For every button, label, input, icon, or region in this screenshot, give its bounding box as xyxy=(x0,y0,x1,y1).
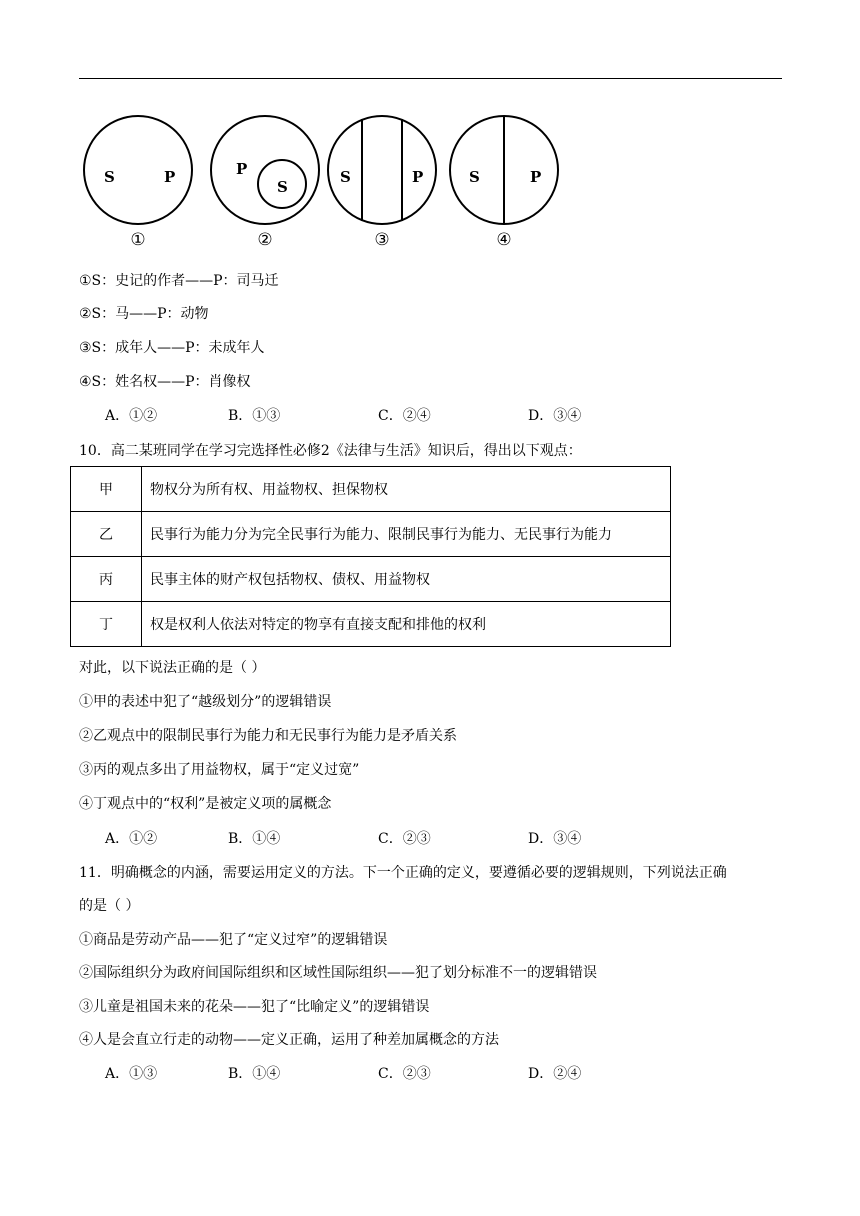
option-b[interactable]: B．①③ xyxy=(228,408,281,424)
venn-diagram-2 xyxy=(209,114,321,254)
option-d[interactable]: D．③④ xyxy=(528,831,582,847)
q11-statement-2: ②国际组织分为政府间国际组织和区域性国际组织——犯了划分标准不一的逻辑错误 xyxy=(79,965,597,981)
option-c[interactable]: C．②③ xyxy=(378,1066,431,1082)
q10-statement-2: ②乙观点中的限制民事行为能力和无民事行为能力是矛盾关系 xyxy=(79,728,457,744)
view-text: 民事行为能力分为完全民事行为能力、限制民事行为能力、无民事行为能力 xyxy=(142,512,671,557)
views-table xyxy=(70,466,671,647)
option-a[interactable]: A．①② xyxy=(105,831,158,847)
q9-statement-1: ①S：史记的作者——P：司马迁 xyxy=(79,273,279,289)
view-key: 甲 xyxy=(71,467,142,512)
header-rule xyxy=(79,78,782,79)
q11-stem-line-1: 11．明确概念的内涵，需要运用定义的方法。下一个正确的定义，要遵循必要的逻辑规则，下列说法正确 xyxy=(79,865,727,881)
q11-statement-3: ③儿童是祖国未来的花朵——犯了“比喻定义”的逻辑错误 xyxy=(79,999,430,1015)
q11-statement-4: ④人是会直立行走的动物——定义正确，运用了种差加属概念的方法 xyxy=(79,1032,499,1048)
q10-stem: 10．高二某班同学在学习完选择性必修2《法律与生活》知识后，得出以下观点： xyxy=(79,443,582,459)
option-d[interactable]: D．③④ xyxy=(528,408,582,424)
q10-statement-3: ③丙的观点多出了用益物权，属于“定义过宽” xyxy=(79,762,360,778)
diagram-number: ④ xyxy=(496,230,512,250)
view-key: 丁 xyxy=(71,602,142,647)
table-row xyxy=(71,557,671,602)
label-p: P xyxy=(412,168,424,186)
view-text: 民事主体的财产权包括物权、债权、用益物权 xyxy=(142,557,671,602)
venn-diagram-4 xyxy=(448,114,560,254)
label-p: P xyxy=(236,160,248,178)
diagram-number: ③ xyxy=(374,230,390,250)
label-p: P xyxy=(164,168,176,186)
option-a[interactable]: A．①② xyxy=(105,408,158,424)
q9-statement-3: ③S：成年人——P：未成年人 xyxy=(79,340,265,356)
label-s: S xyxy=(469,168,480,186)
q9-statement-2: ②S：马——P：动物 xyxy=(79,306,209,322)
diagram-number: ② xyxy=(257,230,273,250)
label-s: S xyxy=(104,168,115,186)
view-key: 丙 xyxy=(71,557,142,602)
view-key: 乙 xyxy=(71,512,142,557)
q10-statement-1: ①甲的表述中犯了“越级划分”的逻辑错误 xyxy=(79,694,332,710)
venn-diagram-1 xyxy=(82,114,194,254)
table-row xyxy=(71,467,671,512)
q10-statement-4: ④丁观点中的“权利”是被定义项的属概念 xyxy=(79,796,332,812)
q10-question: 对此，以下说法正确的是（ ） xyxy=(79,660,266,676)
option-c[interactable]: C．②④ xyxy=(378,408,431,424)
option-b[interactable]: B．①④ xyxy=(228,1066,281,1082)
view-text: 物权分为所有权、用益物权、担保物权 xyxy=(142,467,671,512)
q11-stem-line-2: 的是（ ） xyxy=(79,898,140,914)
table-row xyxy=(71,602,671,647)
option-b[interactable]: B．①④ xyxy=(228,831,281,847)
diagram-number: ① xyxy=(130,230,146,250)
venn-diagram-3 xyxy=(326,114,438,254)
label-s: S xyxy=(340,168,351,186)
q11-statement-1: ①商品是劳动产品——犯了“定义过窄”的逻辑错误 xyxy=(79,932,388,948)
option-c[interactable]: C．②③ xyxy=(378,831,431,847)
label-p: P xyxy=(530,168,542,186)
option-d[interactable]: D．②④ xyxy=(528,1066,582,1082)
label-s: S xyxy=(277,178,288,196)
q9-statement-4: ④S：姓名权——P：肖像权 xyxy=(79,374,251,390)
view-text: 权是权利人依法对特定的物享有直接支配和排他的权利 xyxy=(142,602,671,647)
table-row xyxy=(71,512,671,557)
option-a[interactable]: A．①③ xyxy=(105,1066,158,1082)
